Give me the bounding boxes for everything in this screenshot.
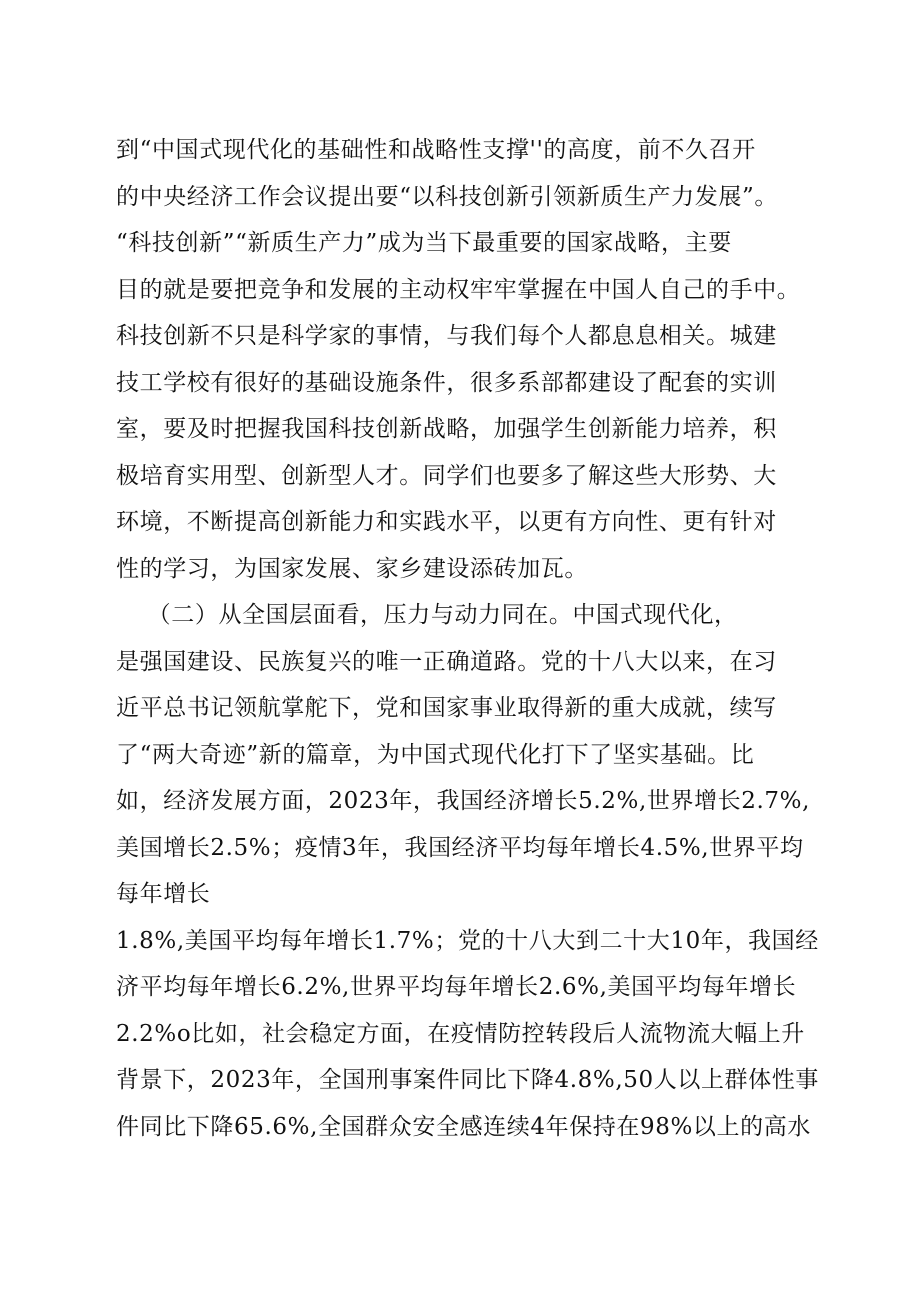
text-line: 如，经济发展方面，2023年，我国经济增长5.2%,世界增长2.7%, [116, 788, 811, 814]
text-line: 目的就是要把竞争和发展的主动权牢牢掌握在中国人自己的手中。 [116, 276, 801, 303]
text-line: 近平总书记领航掌舵下，党和国家事业取得新的重大成就，续写 [116, 695, 777, 721]
text-line: 的中央经济工作会议提出要“以科技创新引领新质生产力发展”。 [116, 183, 778, 210]
text-line: 济平均每年增长6.2%,世界平均每年增长2.6%,美国平均每年增长 [116, 974, 797, 1000]
text-line: 科技创新不只是科学家的事情，与我们每个人都息息相关。城建 [116, 323, 777, 349]
text-line: 环境，不断提高创新能力和实践水平，以更有方向性、更有针对 [116, 509, 777, 535]
text-line: 2.2%o比如，社会稳定方面，在疫情防控转段后人流物流大幅上升 [116, 1020, 805, 1047]
text-line: 极培育实用型、创新型人才。同学们也要多了解这些大形势、大 [116, 462, 777, 489]
text-line: 到“中国式现代化的基础性和战略性支撑''的高度，前不久召开 [116, 137, 756, 163]
text-line: 是强国建设、民族复兴的唯一正确道路。党的十八大以来，在习 [116, 648, 777, 675]
text-line: 件同比下降65.6%,全国群众安全感连续4年保持在98%以上的高水 [116, 1113, 811, 1140]
text-line: 1.8%,美国平均每年增长1.7%；党的十八大到二十大10年，我国经 [116, 927, 819, 954]
section-heading-line: （二）从全国层面看，压力与动力同在。中国式现代化， [116, 602, 738, 628]
text-line: 室，要及时把握我国科技创新战略，加强学生创新能力培养，积 [116, 416, 777, 442]
text-line: 性的学习，为国家发展、家乡建设添砖加瓦。 [116, 555, 588, 582]
text-line: 技工学校有很好的基础设施条件，很多系部都建设了配套的实训 [116, 369, 777, 396]
text-line: 了“两大奇迹”新的篇章，为中国式现代化打下了坚实基础。比 [116, 741, 755, 768]
document-body [116, 127, 819, 1150]
text-line: 每年增长 [116, 881, 211, 907]
text-line: 背景下，2023年，全国刑事案件同比下降4.8%,50人以上群体性事 [116, 1067, 819, 1093]
text-line: 美国增长2.5%；疫情3年，我国经济平均每年增长4.5%,世界平均 [116, 834, 804, 861]
text-line: “科技创新”“新质生产力”成为当下最重要的国家战略，主要 [116, 230, 732, 256]
